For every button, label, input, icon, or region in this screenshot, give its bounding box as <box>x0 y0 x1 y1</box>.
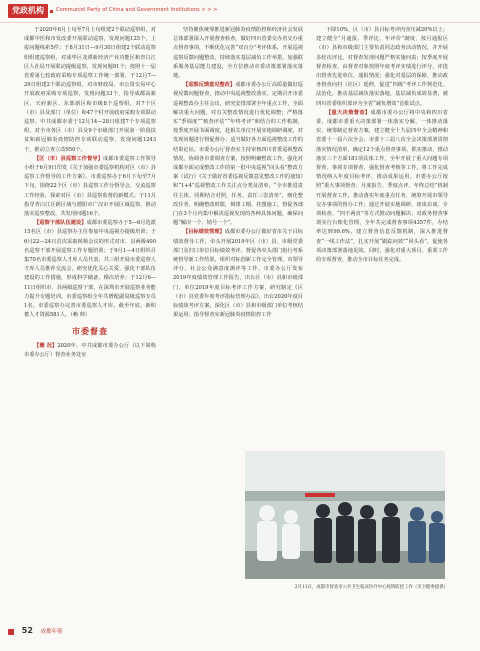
paragraph <box>24 155 156 219</box>
header-marker <box>50 10 53 13</box>
paragraph: 于2020年6月上旬至7月上旬组建2个联动巡察组，对成都中医和市发改委开展联动巡察，发现问题125个，上报问题线索5件；于8月31日—9月30日组建2个联动巡察组组建巡察组，对成华区龙潭新经济产业功能区和青白江区人社局开展联动提级巡察，发现问题91个；按照十一届省委第七轮政府采购专项巡察工作统一部署，于12月7—29日组建2个联动巡察组，对市财政局、市公资交易中心开展政府采购专项巡察，发现问题33个，指导成都高新区、天府新区、东部新区和市级8个巡察组，对7个区（市）县及部门（单位）和47个村开展政府采购专项联动巡察。中共成都市委于12月14—28日组建7个专项巡察组，对全市各区（市）县及9个市级部门开展第一阶段扶贫和新冠肺炎疫情防控专项联动巡察，发现问题1243个，推动立查立改950个。 <box>24 27 156 153</box>
paragraph <box>173 228 303 320</box>
subheading: 【目标绩效管理】 <box>183 229 225 236</box>
page-number: 52 <box>21 626 33 635</box>
header-title: Communist Party of China and Government Institutions > > > <box>56 7 218 13</box>
footer-label: 成都年鉴 <box>40 629 63 635</box>
paragraph-text: 成都市委办公厅做好省市关于目标绩效督导工作，牵头开展2019年区（市）县、市级党委部门及归口单位目标绩效考评，督促各牵头部门指行考系统督导新工作结果，组织对标创新工作完全管理，市领导评分、社会公众满意度测评等工作，市委办公厅发布2019年度绩效管理工作报告，出台区（市）县和市级部门、单位2019年度目标考评工作方案，研究制定《区（市）县党委年度考评指标管理办法》，出台2020年度目标绩效考评方案，深化区（市）县和市级部门单位考核结果运用；指导督查室新冠肺炎疫情防控工作 <box>173 229 303 319</box>
page-footer <box>8 626 63 635</box>
column-1 <box>24 26 156 360</box>
paragraph-text: 成都市委巡察工作领导小组于6月9日印发《关于加强市委巡察机构对区（市）县巡察工作督导的工作方案》。市委巡察办于6月下旬至7月下旬，围绕22个区（市）县巡察工作分督导会，交流巡察工作经验，探索对区（市）县巡察监督的新模式；于11月指导青白江区跨区域与德阳市广汉市开展区域巡察，推动落实巡察整改，共发现问题16个。 <box>24 155 156 218</box>
section-title: 市委督查 <box>72 325 108 336</box>
paragraph <box>24 342 156 360</box>
paragraph-text: 2020年，中共成都市委办公厅（以下简称市委办公厅）督查业务处室 <box>24 342 156 358</box>
subheading: 【巡察干部队伍建设】 <box>34 220 87 227</box>
section-tag: 党政机构 <box>8 4 48 18</box>
photo-illustration <box>245 451 445 579</box>
paragraph <box>24 219 156 320</box>
paragraph: 坚持聚焦统筹推进新冠肺炎疫情防控和经济社会发展总体部署深入开展督查检查，做好四川省委交办省交办重点督查事项，不断优化完善“双百分”考评体系，开展巡视巡察反馈问题整改，持续落实基层减负工作举措，加强联系服务基层能力建设，全方位推动市委决策部署落实落地。 <box>173 27 303 80</box>
page-header <box>0 0 480 23</box>
footer-marker <box>8 629 14 635</box>
paragraph-text: 成都市委办公厅将中央和四川省委、成都市委重大决策部署一体落实分解，一体推动落实，统筹制定督查方案，建立健全十九届四中全会精神和省委十一届六次全会、市委十三届八次全会决策部署贯彻落实情况清单，确定12个重点督查事项，抓实推动，推动落实三个方面181项具体工作，全年开展了重大问题专项督查、事项专项督查、强化督查考核等工作，将工作完成情况纳入年度目标考评，推动成果运用。市委办公厅按照“重大事项督查、月度报告、季度点评、年终总结”机制开展督查工作，推动落实年度重点任务，统筹开展市领导交办事项的督办工作；通过开展实地调研、座谈访谈、专项检查、“四不两直”等方式推动问题解决；对政务督查事项实行台账化管理，全年共完成督查事项4357件，办结率达到99.6%。建立督查信息反馈机制，深入推进督查“一线工作法”，扎实开展“跟踪问效”“回头看”，促使各项决策部署落地见效。同时，强化对重大项目、重要工作的专项督查，推动全市目标任务完成。 <box>316 109 448 264</box>
news-photo <box>245 451 445 579</box>
paragraph <box>173 81 303 228</box>
photo-caption: 2月11日，成都市督查市公共卫生临床医疗中心疫情防控工作（市卫健委提供） <box>294 585 448 590</box>
paragraph: 下降10%，区（市）县目标考评内容压减20%以上；建立健全“月通报、季评比、年评价”制度，按月通报区（市）县和市级部门主要负责同志政务活动情况，并开展多轮次评比，对督查发现问题严格实施问责；按季度开展督查检查，由督查对象按照年度考评实绩进行评分，评选出督查先进单位，通报情况；强化对基层的保障，推动政务督查向村（社区）延伸，促进“四级”考评工作规范化、法治化，推动基层减负落实落地，基层减负成效显著，被四川省委组织部评为全省“减负增效”首批试点。 <box>316 27 448 107</box>
subheading: 【巡察反馈意见整改】 <box>183 82 236 89</box>
paragraph-text: 成都市委巡察办于5—6月选派15名区（市）县巡察办主任参加中央巡视办提级培训；于6月22—24日首次采取视频会议的形式对市、县两级400名巡察干部开展巡察工作专题培训；于9月1—4日组织召集70名市委巡察人才库人员代表，共三组开展市委巡察人才库人员推荐交流会，研究优化关心关爱、强化干部队伍建设的工作措施，形成科学储备、梯次培养；于12月6—11日组织市、县两级巡察干部，在深圳市开展巡察业务能力提升专题培训。市委巡察组全年共增配副局级巡察专员1名。市委巡察办完善市委巡察人才库，截至年底，新积蓄人才资源581人。 <box>24 220 156 319</box>
paragraph-text: 成都市委办公厅高质量做好巡视反馈问题督查，推动中央巡视整改落实，定期召开市委巡视整改办主任会议，研究安排部署全年重点工作，全面解决重大问题，对有关整改情况进行优化调整；严格落实“季调度”“核查评估”“年终考评”和结合的工作机制，按季度开展书面调度，赴相关单位开展实地调研调度，对发现问题进行督促督办；适当做好各方面巡视整改工作的结果论证。市委办公厅督查室主持审核四川省委巡视整改情况，协调各市委调查方案，按照明确整改工作。强化对成都全面完成整改工作的第一批中央巡视“回头看”整改方案（试行）《关于做好省委巡视反馈意见整改工作的通知》和“1+4”巡视整改工作关注点分类及清单，“全市推进责任主体、同期结合对照，任务、责任三张清单”，细化整改任务，明确整改时限，倒排工期、挂图施工，督促各部门在3个月内集中解决巡视发现的各种具体问题，确保问题“解决一个、销号一个”。 <box>173 82 303 227</box>
column-3 <box>316 26 448 265</box>
paragraph <box>316 109 448 265</box>
subheading: 【重大决策督查】 <box>326 109 371 116</box>
column-2 <box>173 26 303 321</box>
subheading: 【区（市）县巡察工作督导】 <box>34 155 104 162</box>
subheading: 【概 况】 <box>34 342 58 349</box>
author-sign: （赖 帅） <box>70 312 91 319</box>
